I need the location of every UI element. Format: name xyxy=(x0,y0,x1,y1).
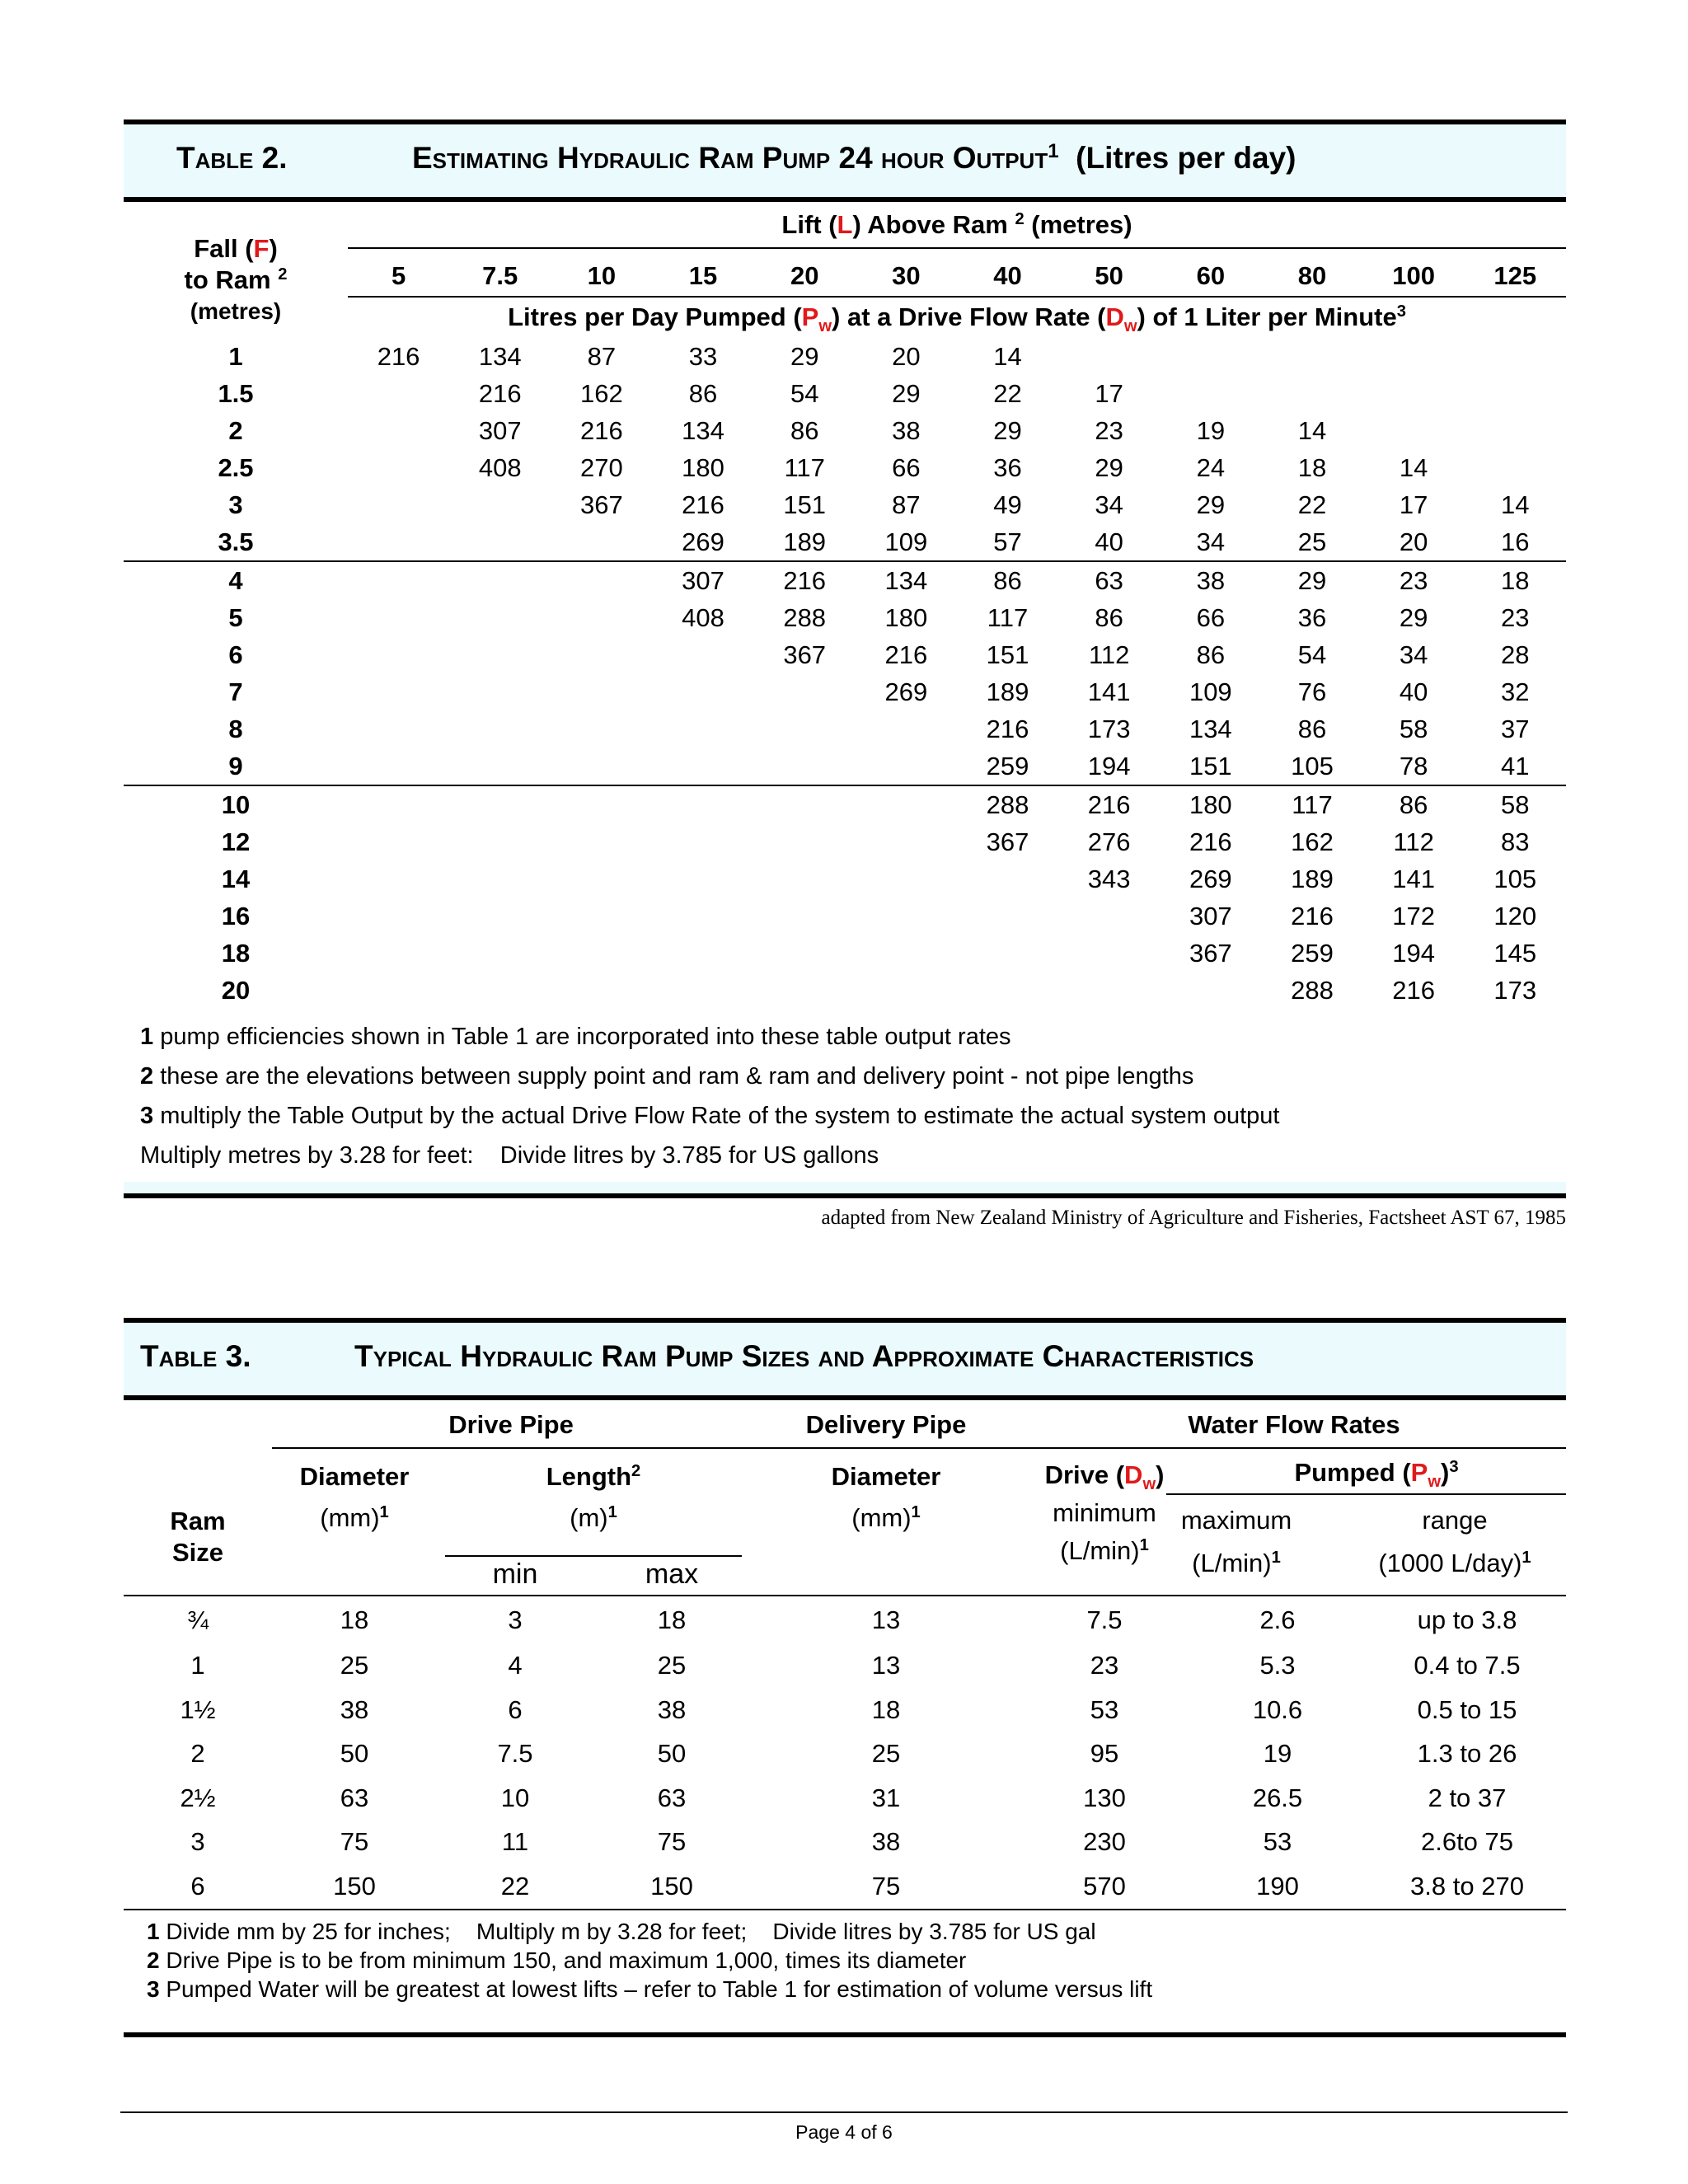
table-row xyxy=(124,823,1566,860)
output-cell: 87 xyxy=(587,341,617,371)
output-cell: 18 xyxy=(1501,565,1530,595)
output-cell: 109 xyxy=(884,527,928,556)
output-cell: 38 xyxy=(892,415,921,445)
output-cell: 14 xyxy=(1501,490,1530,519)
output-cell: 162 xyxy=(1291,827,1334,856)
table-row xyxy=(124,449,1566,486)
table-row xyxy=(124,710,1566,748)
length-max-header: max xyxy=(645,1558,699,1590)
fall-value: 12 xyxy=(221,827,251,856)
table-cell: 38 xyxy=(340,1694,369,1724)
ram-size-header: Ram Size xyxy=(170,1507,226,1567)
output-cell: 269 xyxy=(884,677,928,706)
fall-value: 3 xyxy=(228,490,243,519)
output-cell: 307 xyxy=(478,415,522,445)
output-cell: 14 xyxy=(1297,415,1327,445)
table-cell: 190 xyxy=(1256,1871,1299,1900)
table-cell: 10 xyxy=(500,1783,530,1812)
table-2-title: Estimating Hydraulic Ram Pump 24 hour Output$^1$ (Litres per day) xyxy=(412,139,1296,175)
output-cell: 216 xyxy=(884,640,928,669)
table-row xyxy=(124,935,1566,972)
table-2-title-bar xyxy=(124,120,1566,202)
lift-value: 15 xyxy=(688,261,718,290)
output-cell: 25 xyxy=(1297,527,1327,556)
output-cell: 17 xyxy=(1399,490,1428,519)
output-cell: 20 xyxy=(1399,527,1428,556)
lift-value: 7.5 xyxy=(482,261,518,290)
output-cell: 17 xyxy=(1095,378,1123,408)
output-cell: 29 xyxy=(993,415,1022,445)
output-cell: 87 xyxy=(892,490,921,519)
output-cell: 86 xyxy=(1196,640,1226,669)
output-cell: 112 xyxy=(1088,640,1130,669)
output-cell: 189 xyxy=(1291,864,1334,893)
table-cell: 31 xyxy=(871,1783,901,1812)
table-cell: 2.6 xyxy=(1259,1605,1296,1634)
output-cell: 86 xyxy=(1095,602,1123,632)
table-row xyxy=(124,1863,1566,1909)
footnote: 3 Pumped Water will be greatest at lowest lifts – refer to Table 1 for estimation of volume versus lift xyxy=(147,1976,1153,2002)
table-row xyxy=(124,1596,1566,1644)
table-row xyxy=(124,1687,1566,1732)
output-cell: 40 xyxy=(1095,527,1123,556)
table-row xyxy=(124,1644,1566,1687)
output-cell: 86 xyxy=(1399,790,1428,819)
table-cell: 18 xyxy=(340,1605,369,1634)
table-cell: 25 xyxy=(657,1651,687,1680)
table-cell: 1.3 to 26 xyxy=(1417,1739,1517,1768)
table-row xyxy=(124,972,1566,1009)
table-cell: 23 xyxy=(1090,1651,1119,1680)
table-cell: 2.6to 75 xyxy=(1420,1827,1514,1856)
lift-value: 10 xyxy=(587,261,617,290)
lift-value: 30 xyxy=(892,261,921,290)
table-cell: 5.3 xyxy=(1259,1651,1296,1680)
table-cell: 50 xyxy=(657,1739,687,1768)
footnote: Multiply metres by 3.28 for feet: Divide litres by 3.785 for US gallons xyxy=(140,1142,879,1169)
output-cell: 259 xyxy=(1291,938,1334,968)
output-cell: 172 xyxy=(1392,901,1435,930)
output-cell: 145 xyxy=(1493,938,1537,968)
fall-value: 1.5 xyxy=(218,378,254,408)
output-cell: 54 xyxy=(1297,640,1327,669)
table-3-title-bar xyxy=(124,1318,1566,1400)
drive-diameter-header: Diameter (mm)$^1$ xyxy=(299,1462,410,1532)
lift-value: 125 xyxy=(1493,261,1537,290)
output-cell: 19 xyxy=(1196,415,1226,445)
output-cell: 117 xyxy=(1292,790,1333,819)
fall-value: 9 xyxy=(228,751,243,780)
output-cell: 22 xyxy=(993,378,1022,408)
table-cell: 38 xyxy=(871,1827,901,1856)
output-cell: 29 xyxy=(1196,490,1226,519)
row-group xyxy=(124,562,1566,786)
output-cell: 173 xyxy=(1493,975,1537,1005)
length-min-header: min xyxy=(492,1558,538,1590)
output-cell: 105 xyxy=(1291,751,1334,780)
output-cell: 41 xyxy=(1501,751,1530,780)
fall-value: 20 xyxy=(221,975,251,1005)
ram-size-value: ¾ xyxy=(187,1605,209,1634)
output-cell: 269 xyxy=(682,527,724,556)
output-cell: 58 xyxy=(1399,714,1428,743)
table-cell: 75 xyxy=(871,1871,901,1900)
output-cell: 216 xyxy=(1392,975,1435,1005)
output-cell: 194 xyxy=(1087,751,1131,780)
output-cell: 66 xyxy=(892,452,921,482)
output-cell: 86 xyxy=(993,565,1022,595)
page-number: Page 4 of 6 xyxy=(795,2121,893,2143)
output-cell: 141 xyxy=(1087,677,1131,706)
lift-value: 40 xyxy=(993,261,1022,290)
output-cell: 29 xyxy=(790,341,819,371)
output-cell: 24 xyxy=(1196,452,1226,482)
table-row xyxy=(124,786,1566,823)
output-cell: 29 xyxy=(1095,452,1123,482)
output-cell: 33 xyxy=(688,341,718,371)
output-cell: 180 xyxy=(884,602,928,632)
output-cell: 269 xyxy=(1189,864,1232,893)
pumped-maximum-header: maximum $(L/\min)^1$ xyxy=(1180,1506,1292,1577)
footnote: 2 these are the elevations between supply point and ram & ram and delivery point - not pipe lengths xyxy=(140,1063,1194,1090)
lift-value: 80 xyxy=(1297,261,1327,290)
lift-value: 100 xyxy=(1392,261,1435,290)
length-header: Length$^2$ $(m)^1$ xyxy=(546,1461,641,1532)
lift-header: Lift (L) Above Ram $^2$ (metres) xyxy=(781,209,1132,239)
table-2-label: Table 2. xyxy=(176,141,288,175)
output-cell: 120 xyxy=(1493,901,1537,930)
table-row xyxy=(124,1775,1566,1821)
fall-value: 14 xyxy=(221,864,251,893)
table-cell: 63 xyxy=(340,1783,369,1812)
output-cell: 66 xyxy=(1196,602,1226,632)
table-row xyxy=(124,860,1566,898)
table-cell: 75 xyxy=(340,1827,369,1856)
output-cell: 216 xyxy=(783,565,827,595)
fall-value: 5 xyxy=(228,602,243,632)
output-cell: 37 xyxy=(1501,714,1530,743)
table-cell: 0.4 to 7.5 xyxy=(1414,1651,1521,1680)
table-cell: 22 xyxy=(500,1871,530,1900)
pumped-header: Pumped $(P_w)^3$ xyxy=(1294,1457,1459,1492)
lift-values-row xyxy=(348,261,1566,291)
output-cell: 86 xyxy=(1297,714,1327,743)
output-cell: 32 xyxy=(1501,677,1530,706)
table-cell: 6 xyxy=(508,1694,523,1724)
output-cell: 408 xyxy=(682,602,724,632)
lift-value: 50 xyxy=(1095,261,1123,290)
delivery-pipe-header: Delivery Pipe xyxy=(805,1410,967,1439)
litres-per-day-header: Litres per Day Pumped $(P_w)$ at a Drive Flow Rate $(D_w)$ of 1 Liter per Minute$^3$ xyxy=(508,302,1406,336)
table-3 xyxy=(124,1318,1566,2037)
footnote: 1 Divide mm by 25 for inches; Multiply m by 3.28 for feet; Divide litres by 3.785 for US gal xyxy=(147,1919,1096,1944)
table-cell: 38 xyxy=(657,1694,687,1724)
table-cell: 18 xyxy=(657,1605,687,1634)
table-cell: 7.5 xyxy=(497,1739,533,1768)
output-cell: 189 xyxy=(783,527,827,556)
output-cell: 83 xyxy=(1501,827,1530,856)
table-row xyxy=(124,375,1566,412)
output-cell: 162 xyxy=(580,378,623,408)
output-cell: 28 xyxy=(1501,640,1530,669)
source-credit: adapted from New Zealand Ministry of Agriculture and Fisheries, Factsheet AST 67, 1985 xyxy=(821,1207,1566,1229)
drive-rate-header: Drive $(D_w)$ minimum $(L/\min)^1$ xyxy=(1044,1460,1165,1565)
output-cell: 180 xyxy=(682,452,724,482)
output-cell: 49 xyxy=(993,490,1022,519)
table-cell: 25 xyxy=(340,1651,369,1680)
output-cell: 36 xyxy=(1297,602,1327,632)
output-cell: 180 xyxy=(1189,790,1232,819)
table-cell: up to 3.8 xyxy=(1417,1605,1517,1634)
drive-pipe-header: Drive Pipe xyxy=(448,1410,574,1439)
row-group xyxy=(124,338,1566,562)
output-cell: 151 xyxy=(1189,751,1232,780)
output-cell: 23 xyxy=(1095,415,1123,445)
ram-size-value: 6 xyxy=(190,1871,205,1900)
table-3-header xyxy=(124,1400,1566,1596)
table-cell: 570 xyxy=(1083,1871,1126,1900)
output-cell: 134 xyxy=(478,341,522,371)
output-cell: 117 xyxy=(987,602,1029,632)
output-cell: 259 xyxy=(986,751,1029,780)
output-cell: 105 xyxy=(1493,864,1537,893)
table-cell: 3 xyxy=(508,1605,523,1634)
ram-size-value: 3 xyxy=(190,1827,205,1856)
fall-value: 2.5 xyxy=(218,452,254,482)
table-3-notes xyxy=(124,1909,1566,2037)
lift-value: 20 xyxy=(790,261,819,290)
fall-value: 16 xyxy=(221,901,251,930)
output-cell: 58 xyxy=(1501,790,1530,819)
table-row xyxy=(124,338,1566,375)
table-3-body xyxy=(124,1596,1566,1909)
fall-value: 10 xyxy=(221,790,251,819)
table-row xyxy=(124,523,1566,560)
output-cell: 276 xyxy=(1087,827,1131,856)
output-cell: 134 xyxy=(682,415,724,445)
table-cell: 13 xyxy=(871,1651,901,1680)
output-cell: 14 xyxy=(1399,452,1428,482)
output-cell: 34 xyxy=(1399,640,1428,669)
table-2-notes xyxy=(124,1009,1566,1182)
lift-value: 5 xyxy=(391,261,406,290)
row-group xyxy=(124,786,1566,1009)
output-cell: 151 xyxy=(986,640,1029,669)
fall-value: 3.5 xyxy=(218,527,254,556)
ram-size-value: 2 xyxy=(190,1739,205,1768)
output-cell: 76 xyxy=(1297,677,1327,706)
output-cell: 34 xyxy=(1095,490,1123,519)
output-cell: 216 xyxy=(1291,901,1334,930)
output-cell: 367 xyxy=(986,827,1029,856)
fall-value: 18 xyxy=(221,938,251,968)
output-cell: 29 xyxy=(1297,565,1327,595)
table-2-header xyxy=(124,202,1566,338)
output-cell: 22 xyxy=(1297,490,1327,519)
table-row xyxy=(124,562,1566,599)
output-cell: 151 xyxy=(783,490,827,519)
output-cell: 408 xyxy=(478,452,522,482)
table-3-label: Table 3. xyxy=(140,1339,251,1373)
output-cell: 86 xyxy=(790,415,819,445)
table-cell: 7.5 xyxy=(1086,1605,1123,1634)
water-flow-header: Water Flow Rates xyxy=(1188,1410,1400,1439)
output-cell: 216 xyxy=(478,378,522,408)
output-cell: 189 xyxy=(986,677,1029,706)
pumped-range-header: range (1000 L/day)$^1$ xyxy=(1378,1506,1531,1577)
output-cell: 112 xyxy=(1393,827,1434,856)
output-cell: 216 xyxy=(580,415,623,445)
fall-value: 7 xyxy=(228,677,243,706)
output-cell: 14 xyxy=(993,341,1022,371)
output-cell: 34 xyxy=(1196,527,1226,556)
table-cell: 230 xyxy=(1083,1827,1126,1856)
fall-header: Fall (F) to Ram $^2$ (metres) xyxy=(184,234,288,324)
table-cell: 18 xyxy=(871,1694,901,1724)
output-cell: 216 xyxy=(377,341,420,371)
footnote: 1 pump efficiencies shown in Table 1 are incorporated into these table output rates xyxy=(140,1024,1011,1050)
output-cell: 38 xyxy=(1196,565,1226,595)
output-cell: 307 xyxy=(1189,901,1232,930)
output-cell: 288 xyxy=(1291,975,1334,1005)
table-cell: 0.5 to 15 xyxy=(1417,1694,1517,1724)
table-cell: 26.5 xyxy=(1252,1783,1303,1812)
table-2-body xyxy=(124,338,1566,1009)
output-cell: 18 xyxy=(1297,452,1327,482)
table-3-title: Typical Hydraulic Ram Pump Sizes and Approximate Characteristics xyxy=(354,1339,1254,1373)
table-cell: 10.6 xyxy=(1252,1694,1303,1724)
output-cell: 134 xyxy=(1189,714,1232,743)
output-cell: 63 xyxy=(1095,565,1123,595)
ram-size-value: 2½ xyxy=(180,1783,216,1812)
output-cell: 343 xyxy=(1087,864,1131,893)
table-cell: 130 xyxy=(1083,1783,1126,1812)
table-cell: 75 xyxy=(657,1827,687,1856)
output-cell: 270 xyxy=(580,452,623,482)
output-cell: 36 xyxy=(993,452,1022,482)
footnote: 3 multiply the Table Output by the actual Drive Flow Rate of the system to estimate the actual system output xyxy=(140,1103,1280,1129)
output-cell: 23 xyxy=(1501,602,1530,632)
output-cell: 288 xyxy=(783,602,827,632)
table-cell: 50 xyxy=(340,1739,369,1768)
output-cell: 288 xyxy=(986,790,1029,819)
output-cell: 216 xyxy=(1189,827,1232,856)
table-cell: 13 xyxy=(871,1605,901,1634)
delivery-diameter-header: Diameter (mm)$^1$ xyxy=(831,1462,941,1532)
table-cell: 95 xyxy=(1090,1739,1119,1768)
table-cell: 4 xyxy=(508,1651,523,1680)
table-row xyxy=(124,1732,1566,1775)
output-cell: 109 xyxy=(1189,677,1232,706)
output-cell: 29 xyxy=(1399,602,1428,632)
output-cell: 29 xyxy=(892,378,921,408)
lift-value: 60 xyxy=(1196,261,1226,290)
table-row xyxy=(124,898,1566,935)
table-cell: 53 xyxy=(1090,1694,1119,1724)
table-2 xyxy=(124,120,1566,1230)
output-cell: 173 xyxy=(1087,714,1131,743)
output-cell: 367 xyxy=(783,640,827,669)
table-row xyxy=(124,486,1566,523)
output-cell: 23 xyxy=(1399,565,1428,595)
footnote: 2 Drive Pipe is to be from minimum 150, and maximum 1,000, times its diameter xyxy=(147,1947,967,1973)
table-row xyxy=(124,673,1566,710)
table-row xyxy=(124,412,1566,449)
fall-value: 2 xyxy=(228,415,243,445)
fall-value: 4 xyxy=(228,565,243,595)
fall-value: 1 xyxy=(228,341,243,371)
output-cell: 216 xyxy=(682,490,724,519)
table-cell: 25 xyxy=(871,1739,901,1768)
output-cell: 117 xyxy=(784,452,825,482)
output-cell: 194 xyxy=(1392,938,1435,968)
ram-size-value: 1½ xyxy=(180,1694,216,1724)
output-cell: 16 xyxy=(1501,527,1530,556)
output-cell: 141 xyxy=(1392,864,1435,893)
table-cell: 11 xyxy=(501,1827,529,1856)
table-cell: 150 xyxy=(333,1871,376,1900)
table-cell: 150 xyxy=(650,1871,693,1900)
output-cell: 307 xyxy=(682,565,724,595)
output-cell: 20 xyxy=(892,341,921,371)
table-row xyxy=(124,636,1566,673)
output-cell: 367 xyxy=(1189,938,1232,968)
output-cell: 40 xyxy=(1399,677,1428,706)
output-cell: 216 xyxy=(986,714,1029,743)
output-cell: 78 xyxy=(1399,751,1428,780)
ram-size-value: 1 xyxy=(190,1651,205,1680)
table-cell: 63 xyxy=(657,1783,687,1812)
fall-value: 6 xyxy=(228,640,243,669)
table-cell: 19 xyxy=(1263,1739,1292,1768)
output-cell: 134 xyxy=(884,565,928,595)
output-cell: 216 xyxy=(1087,790,1131,819)
table-row xyxy=(124,1821,1566,1863)
output-cell: 367 xyxy=(580,490,623,519)
table-cell: 2 to 37 xyxy=(1428,1783,1507,1812)
fall-value: 8 xyxy=(228,714,243,743)
table-cell: 3.8 to 270 xyxy=(1410,1871,1524,1900)
table-row xyxy=(124,748,1566,785)
output-cell: 57 xyxy=(993,527,1022,556)
table-row xyxy=(124,599,1566,636)
table-cell: 53 xyxy=(1263,1827,1292,1856)
output-cell: 86 xyxy=(688,378,718,408)
output-cell: 54 xyxy=(790,378,819,408)
